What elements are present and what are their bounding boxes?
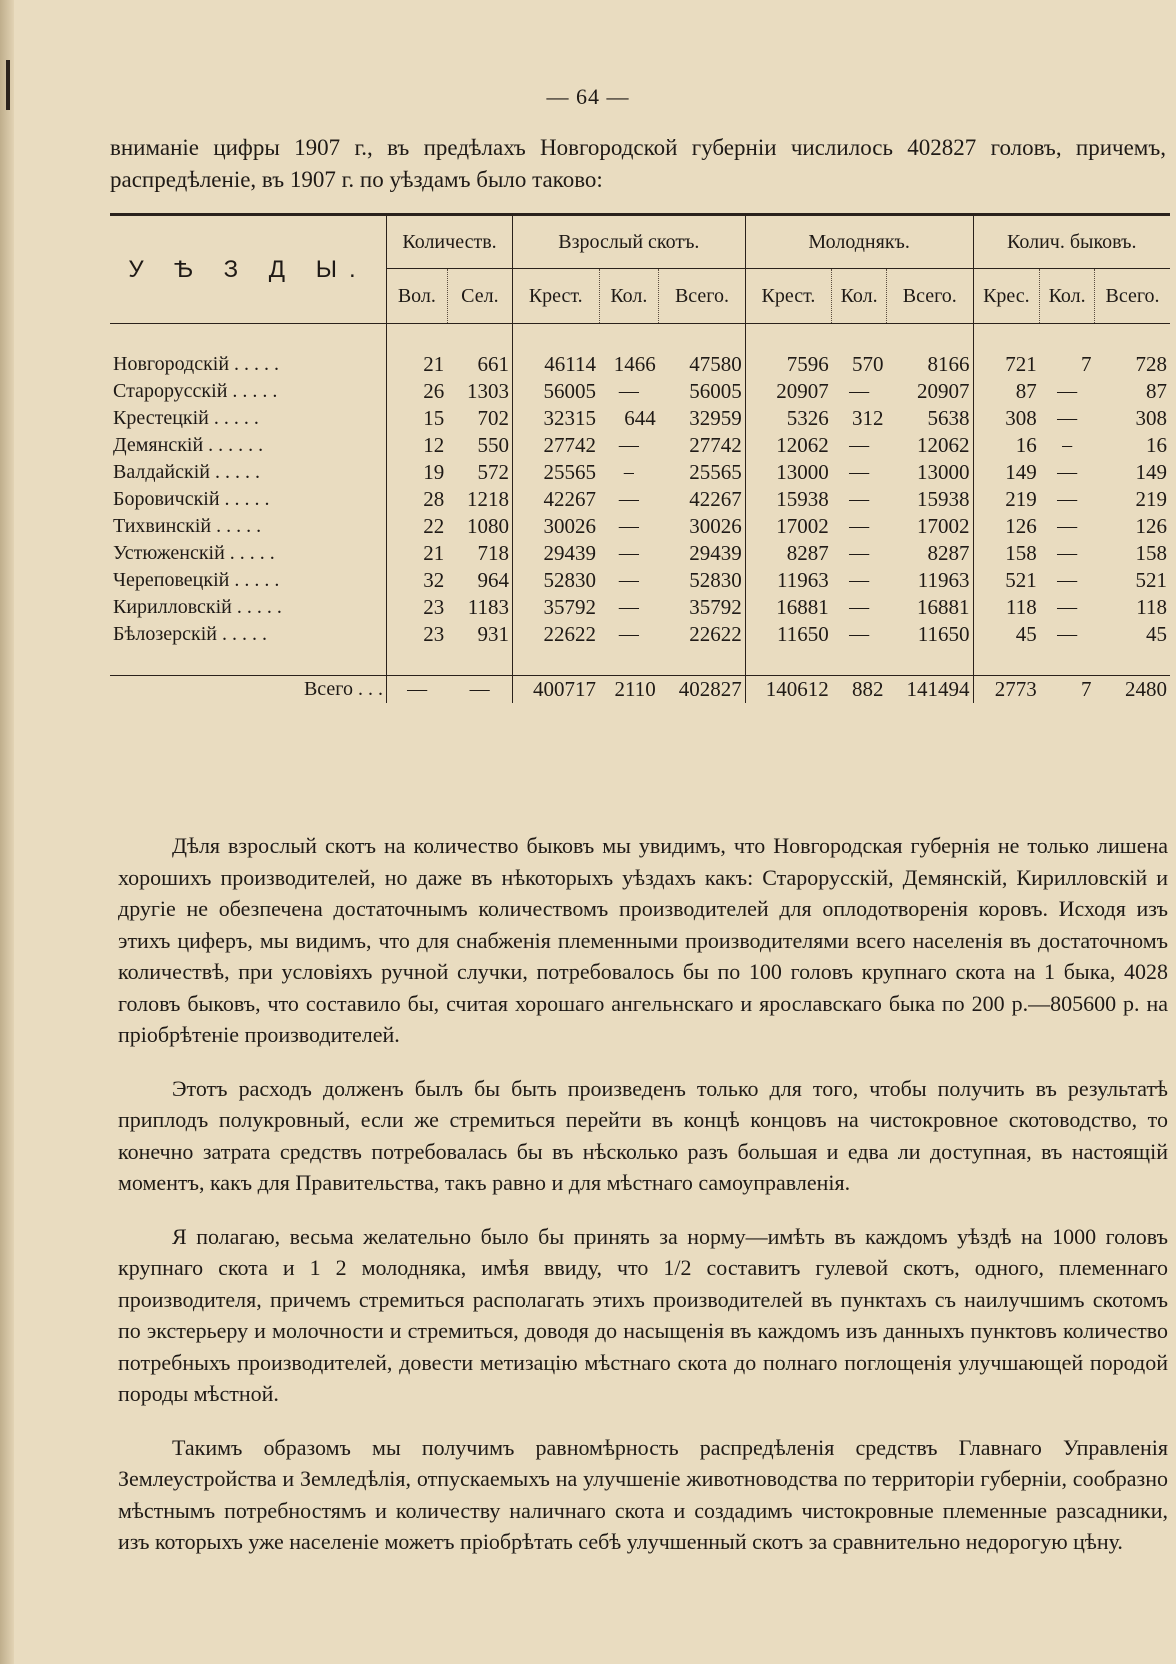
cell-b-kol: — — [1057, 623, 1078, 645]
table-row — [110, 486, 1170, 513]
table-row — [110, 594, 1170, 621]
total-vol: — — [387, 676, 448, 704]
cell-a-kol: – — [623, 461, 634, 483]
cell-a-kol: — — [618, 596, 639, 618]
total-a-vsego: 402827 — [659, 676, 745, 704]
header-vzroslyi: Взрослый скотъ. — [513, 215, 746, 269]
cell-a-vsego: 29439 — [689, 541, 742, 565]
header-kolichestv: Количеств. — [387, 215, 513, 269]
total-b-vsego: 2480 — [1095, 676, 1170, 704]
cell-b-kol: — — [1057, 461, 1078, 483]
cell-b-vsego: 521 — [1135, 568, 1167, 592]
cell-m-kol: — — [849, 488, 870, 510]
cell-name: Валдайскій . . . . . — [113, 461, 260, 483]
cell-a-krest: 46114 — [513, 351, 599, 378]
cell-vol: 19 — [387, 459, 448, 486]
cell-name: Череповецкій . . . . . — [113, 569, 280, 591]
subheader-m-vsego: Всего. — [887, 269, 973, 324]
subheader-m-kol: Кол. — [832, 269, 887, 324]
cell-m-krest: 11650 — [745, 621, 831, 648]
cell-b-krest: 16 — [973, 432, 1040, 459]
cell-b-krest: 87 — [973, 378, 1040, 405]
subheader-sel: Сел. — [447, 269, 512, 324]
cell-m-vsego: 11650 — [917, 622, 970, 646]
cell-m-krest: 11963 — [745, 567, 831, 594]
subheader-vol: Вол. — [387, 269, 448, 324]
cell-a-kol: — — [618, 488, 639, 510]
cell-m-kol: — — [849, 461, 870, 483]
cell-m-vsego: 15938 — [917, 487, 970, 511]
cell-name: Кирилловскій . . . . . — [113, 596, 282, 618]
cell-b-vsego: 87 — [1146, 379, 1167, 403]
subheader-a-kol: Кол. — [599, 269, 659, 324]
cell-m-kol: 570 — [852, 352, 884, 376]
cell-sel: 931 — [477, 622, 510, 646]
cell-sel: 1183 — [467, 595, 510, 619]
cell-a-krest: 42267 — [513, 486, 599, 513]
cell-b-krest: 521 — [973, 567, 1040, 594]
cell-b-vsego: 158 — [1135, 541, 1167, 565]
cell-b-krest: 118 — [973, 594, 1040, 621]
cell-name: Бѣлозерскій . . . . . — [113, 623, 267, 645]
cell-b-vsego: 126 — [1135, 514, 1167, 538]
cell-a-vsego: 56005 — [689, 379, 742, 403]
cell-name: Устюженскій . . . . . — [113, 542, 275, 564]
cell-sel: 1080 — [467, 514, 510, 538]
table-row — [110, 513, 1170, 540]
livestock-table — [110, 213, 1170, 703]
cell-a-vsego: 27742 — [689, 433, 742, 457]
paragraph: Этотъ расходъ долженъ былъ бы быть произведенъ только для того, чтобы получить въ результатѣ приплодъ полукровный, если же стремиться перейти въ концѣ концовъ на чистокровное скотоводство, то конечно затрата средствъ потребовалась бы въ нѣсколько разъ большая и едва ли доступная, въ настоящій моментъ, какъ для Правительства, такъ равно и для мѣстнаго самоуправленія. — [118, 1075, 1168, 1195]
page-number: — 64 — — [546, 84, 630, 109]
cell-vol: 26 — [387, 378, 448, 405]
cell-a-krest: 22622 — [513, 621, 599, 648]
cell-sel: 702 — [477, 406, 510, 430]
cell-name: Новгородскій . . . . . — [113, 353, 280, 375]
cell-a-kol: — — [618, 380, 639, 402]
cell-m-krest: 20907 — [745, 378, 831, 405]
cell-vol: 23 — [387, 621, 448, 648]
page-edge — [0, 0, 14, 1664]
cell-a-krest: 27742 — [513, 432, 599, 459]
header-uezd: У Ѣ З Д Ы. — [110, 215, 387, 324]
header-bykov: Колич. быковъ. — [973, 215, 1170, 269]
cell-name: Тихвинскій . . . . . — [113, 515, 262, 537]
spacer-row — [110, 648, 1170, 676]
cell-m-krest: 16881 — [745, 594, 831, 621]
cell-a-kol: 1466 — [613, 352, 656, 376]
cell-b-kol: — — [1057, 380, 1078, 402]
cell-sel: 550 — [477, 433, 510, 457]
cell-vol: 15 — [387, 405, 448, 432]
cell-b-vsego: 149 — [1135, 460, 1167, 484]
cell-name: Крестецкій . . . . . — [113, 407, 259, 429]
total-b-kol: 7 — [1040, 676, 1095, 704]
cell-m-krest: 5326 — [745, 405, 831, 432]
cell-b-krest: 721 — [973, 351, 1040, 378]
cell-a-krest: 32315 — [513, 405, 599, 432]
subheader-b-krest: Крес. — [973, 269, 1040, 324]
table-row — [110, 378, 1170, 405]
cell-m-kol: — — [849, 596, 870, 618]
cell-b-kol: — — [1057, 569, 1078, 591]
cell-name: Старорусскій . . . . . — [113, 380, 278, 402]
cell-a-vsego: 35792 — [689, 595, 742, 619]
table-row — [110, 405, 1170, 432]
cell-b-vsego: 728 — [1135, 352, 1167, 376]
spacer-row — [110, 324, 1170, 352]
cell-m-krest: 17002 — [745, 513, 831, 540]
cell-m-kol: — — [849, 380, 870, 402]
table-row — [110, 432, 1170, 459]
table-row — [110, 459, 1170, 486]
cell-m-vsego: 8166 — [927, 352, 970, 376]
cell-vol: 21 — [387, 540, 448, 567]
body-text — [118, 830, 1168, 1580]
cell-m-vsego: 12062 — [917, 433, 970, 457]
cell-m-krest: 15938 — [745, 486, 831, 513]
cell-m-krest: 7596 — [745, 351, 831, 378]
paragraph: Такимъ образомъ мы получимъ равномѣрность распредѣленія средствъ Главнаго Управленія Землеустройства и Земледѣлія, отпускаемыхъ на улучшеніе животноводства по территоріи губерніи, сообразно мѣстнымъ потребностямъ и количеству наличнаго скота и создадимъ чистокровные племенные разсадники, изъ которыхъ уже населеніе можетъ пріобрѣтать себѣ улучшенный скотъ за сравнительно недорогую цѣну. — [118, 1434, 1168, 1554]
cell-m-kol: — — [849, 623, 870, 645]
cell-a-vsego: 22622 — [689, 622, 742, 646]
cell-b-kol: — — [1057, 488, 1078, 510]
subheader-m-krest: Крест. — [745, 269, 831, 324]
cell-b-vsego: 45 — [1146, 622, 1167, 646]
cell-b-vsego: 219 — [1135, 487, 1167, 511]
subheader-a-krest: Крест. — [513, 269, 599, 324]
cell-a-kol: — — [618, 542, 639, 564]
cell-a-krest: 30026 — [513, 513, 599, 540]
table-row — [110, 351, 1170, 378]
cell-a-krest: 29439 — [513, 540, 599, 567]
cell-a-vsego: 30026 — [689, 514, 742, 538]
intro-paragraph — [110, 132, 1166, 196]
cell-m-kol: — — [849, 569, 870, 591]
cell-a-krest: 35792 — [513, 594, 599, 621]
cell-a-kol: — — [618, 434, 639, 456]
cell-a-kol: — — [618, 515, 639, 537]
cell-vol: 23 — [387, 594, 448, 621]
cell-b-vsego: 16 — [1146, 433, 1167, 457]
intro-text: вниманіе цифры 1907 г., въ предѣлахъ Новгородской губерніи числилось 402827 головъ, причемъ, распредѣленіе, въ 1907 г. по уѣздамъ было таково: — [110, 135, 1166, 192]
cell-vol: 28 — [387, 486, 448, 513]
total-sel: — — [447, 676, 512, 704]
cell-m-kol: — — [849, 542, 870, 564]
cell-vol: 22 — [387, 513, 448, 540]
total-a-kol: 2110 — [599, 676, 659, 704]
cell-b-krest: 308 — [973, 405, 1040, 432]
cell-sel: 661 — [477, 352, 510, 376]
paragraph: Я полагаю, весьма желательно было бы принять за норму—имѣть въ каждомъ уѣздѣ на 1000 головъ крупнаго скота и 1 2 молодняка, имѣя ввиду, что 1/2 составитъ гулевой скотъ, одного, племеннаго производителя, причемъ стремиться располагать этихъ производителей въ пунктахъ съ наилучшимъ скотомъ по экстерьеру и молочности и стремиться, доводя до насыщенія въ каждомъ изъ данныхъ пунктовъ количество потребныхъ производителей, довести метизацію мѣстнаго скота до полнаго поглощенія улучшающей породой породы мѣстной. — [118, 1223, 1168, 1406]
cell-b-kol: – — [1062, 434, 1073, 456]
total-a-krest: 400717 — [513, 676, 599, 704]
subheader-a-vsego: Всего. — [659, 269, 745, 324]
cell-sel: 1303 — [467, 379, 510, 403]
cell-a-krest: 56005 — [513, 378, 599, 405]
cell-a-vsego: 52830 — [689, 568, 742, 592]
cell-b-vsego: 118 — [1136, 595, 1167, 619]
header-molodnyak: Молоднякъ. — [745, 215, 973, 269]
cell-b-krest: 149 — [973, 459, 1040, 486]
cell-name: Демянскій . . . . . . — [113, 434, 264, 456]
cell-a-vsego: 25565 — [689, 460, 742, 484]
cell-b-vsego: 308 — [1135, 406, 1167, 430]
total-b-krest: 2773 — [973, 676, 1040, 704]
cell-sel: 718 — [477, 541, 510, 565]
total-m-kol: 882 — [832, 676, 887, 704]
cell-a-vsego: 42267 — [689, 487, 742, 511]
paragraph: Дѣля взрослый скотъ на количество быковъ мы увидимъ, что Новгородская губернія не только лишена хорошихъ производителей, но даже въ нѣкоторыхъ уѣздахъ какъ: Старорусскій, Демянскій, Кирилловскій и другіе не обезпечена достаточнымъ количествомъ производителей для оплодотворенія коровъ. Исходя изъ этихъ циферъ, мы видимъ, что для снабженія племенными производителями всего населенія въ достаточномъ количествѣ, при условіяхъ ручной случки, потребовалось бы по 100 головъ крупнаго скота на 1 быка, 4028 головъ быковъ, что составило бы, считая хорошаго ангельнскаго и ярославскаго быка по 200 р.—805600 р. на пріобрѣтеніе производителей. — [118, 833, 1168, 1047]
cell-a-vsego: 32959 — [689, 406, 742, 430]
cell-sel: 1218 — [467, 487, 510, 511]
cell-m-krest: 8287 — [745, 540, 831, 567]
table-row — [110, 540, 1170, 567]
cell-b-krest: 126 — [973, 513, 1040, 540]
table-row — [110, 567, 1170, 594]
cell-m-vsego: 5638 — [927, 406, 970, 430]
cell-vol: 32 — [387, 567, 448, 594]
total-row — [110, 676, 1170, 704]
cell-m-kol: 312 — [852, 406, 884, 430]
subheader-b-vsego: Всего. — [1095, 269, 1170, 324]
total-m-krest: 140612 — [745, 676, 831, 704]
cell-b-krest: 45 — [973, 621, 1040, 648]
cell-m-krest: 13000 — [745, 459, 831, 486]
cell-m-krest: 12062 — [745, 432, 831, 459]
subheader-b-kol: Кол. — [1040, 269, 1095, 324]
cell-vol: 12 — [387, 432, 448, 459]
cell-a-vsego: 47580 — [689, 352, 742, 376]
total-m-vsego: 141494 — [887, 676, 973, 704]
cell-m-vsego: 13000 — [917, 460, 970, 484]
cell-vol: 21 — [387, 351, 448, 378]
cell-m-vsego: 11963 — [917, 568, 970, 592]
cell-sel: 964 — [477, 568, 510, 592]
total-label: Всего . . . — [110, 676, 387, 704]
cell-a-kol: 644 — [624, 406, 656, 430]
cell-a-krest: 52830 — [513, 567, 599, 594]
cell-a-krest: 25565 — [513, 459, 599, 486]
cell-b-kol: — — [1057, 542, 1078, 564]
cell-sel: 572 — [477, 460, 510, 484]
cell-m-kol: — — [849, 434, 870, 456]
cell-b-krest: 158 — [973, 540, 1040, 567]
cell-b-kol: — — [1057, 596, 1078, 618]
cell-name: Боровичскій . . . . . — [113, 488, 270, 510]
cell-b-kol: — — [1057, 407, 1078, 429]
table-body — [110, 324, 1170, 676]
cell-m-vsego: 17002 — [917, 514, 970, 538]
cell-b-kol: — — [1057, 515, 1078, 537]
cell-a-kol: — — [618, 623, 639, 645]
cell-m-vsego: 8287 — [927, 541, 970, 565]
cell-a-kol: — — [618, 569, 639, 591]
cell-m-kol: — — [849, 515, 870, 537]
cell-b-krest: 219 — [973, 486, 1040, 513]
cell-b-kol: 7 — [1081, 352, 1092, 376]
table-row — [110, 621, 1170, 648]
cell-m-vsego: 16881 — [917, 595, 970, 619]
cell-m-vsego: 20907 — [917, 379, 970, 403]
